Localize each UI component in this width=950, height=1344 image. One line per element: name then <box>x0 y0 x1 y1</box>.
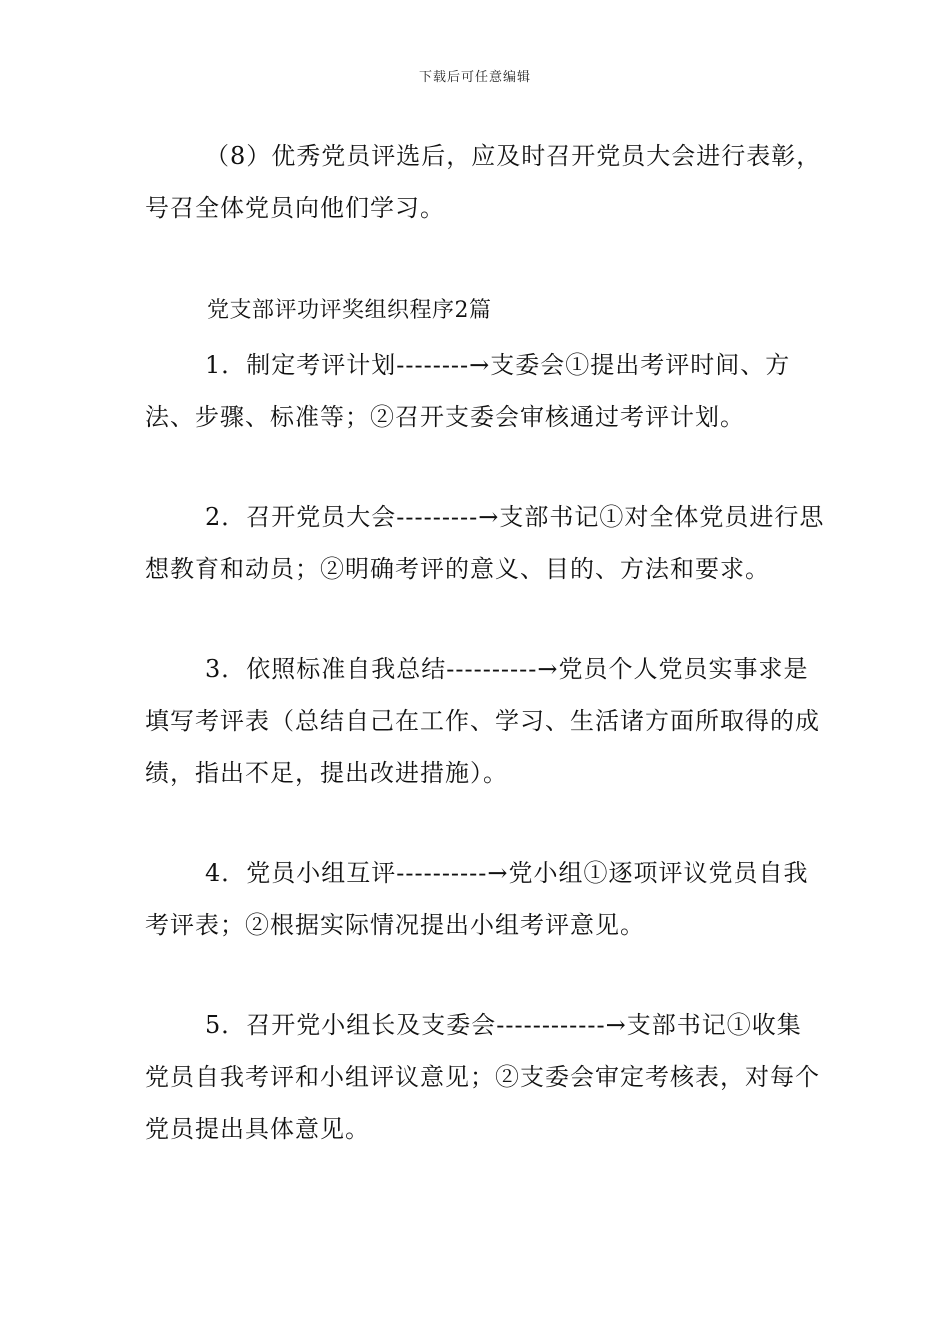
procedure-item-4: 4．党员小组互评----------→党小组①逐项评议党员自我考评表；②根据实际情况提出小组考评意见。 <box>145 859 809 939</box>
document-body <box>145 130 825 1155</box>
procedure-item-3: 3．依照标准自我总结----------→党员个人党员实事求是填写考评表（总结自己在工作、学习、生活诸方面所取得的成绩，指出不足，提出改进措施）。 <box>145 655 820 787</box>
procedure-item-2: 2．召开党员大会---------→支部书记①对全体党员进行思想教育和动员；②明确考评的意义、目的、方法和要求。 <box>145 503 825 583</box>
procedure-item-5: 5．召开党小组长及支委会------------→支部书记①收集党员自我考评和小组评议意见；②支委会审定考核表，对每个党员提出具体意见。 <box>145 1011 820 1143</box>
page-header-note: 下载后可任意编辑 <box>418 70 531 85</box>
procedure-item-1: 1．制定考评计划--------→支委会①提出考评时间、方法、步骤、标准等；②召开支委会审核通过考评计划。 <box>145 351 791 431</box>
spacer <box>145 443 825 491</box>
section-title: 党支部评功评奖组织程序2篇 <box>207 298 492 323</box>
spacer <box>145 595 825 643</box>
intro-paragraph: （8）优秀党员评选后，应及时召开党员大会进行表彰，号召全体党员向他们学习。 <box>145 142 822 222</box>
spacer <box>145 799 825 847</box>
spacer <box>145 951 825 999</box>
spacer <box>145 234 825 289</box>
